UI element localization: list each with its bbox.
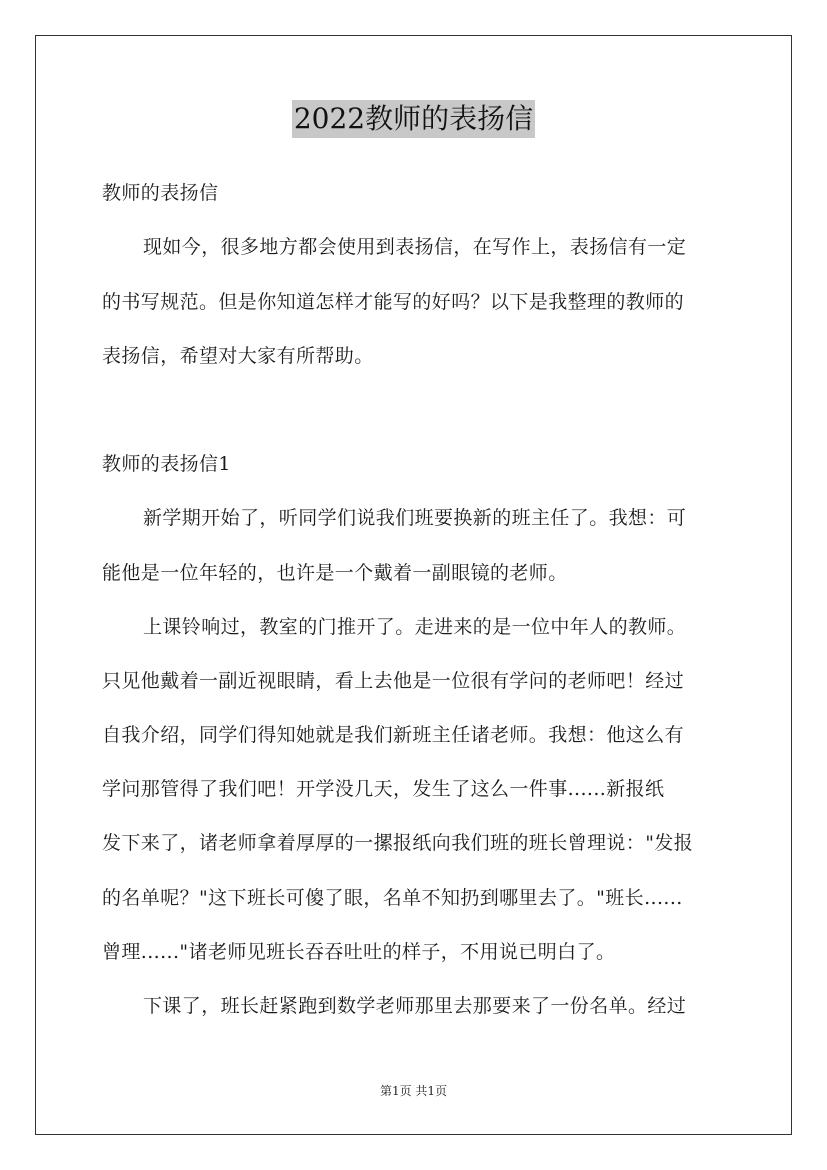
paragraph-line: 上课铃响过，教室的门推开了。走进来的是一位中年人的教师。 [143, 616, 687, 638]
document-title: 2022教师的表扬信 [292, 100, 535, 138]
title-container [0, 100, 827, 138]
paragraph-line: 新学期开始了，听同学们说我们班要换新的班主任了。我想：可 [143, 507, 687, 529]
paragraph-line: 现如今，很多地方都会使用到表扬信，在写作上，表扬信有一定 [143, 236, 687, 258]
paragraph-line: 发下来了，诸老师拿着厚厚的一摞报纸向我们班的班长曾理说："发报 [102, 832, 694, 854]
paragraph-line: 学问那管得了我们吧！开学没几天，发生了这么一件事......新报纸 [102, 778, 665, 800]
paragraph-line: 曾理......"诸老师见班长吞吞吐吐的样子，不用说已明白了。 [102, 941, 616, 963]
paragraph-line: 自我介绍，同学们得知她就是我们新班主任诸老师。我想：他这么有 [102, 724, 685, 746]
section-heading: 教师的表扬信1 [102, 453, 231, 475]
paragraph-line: 的书写规范。但是你知道怎样才能写的好吗？以下是我整理的教师的 [102, 291, 685, 313]
paragraph-line: 的名单呢？"这下班长可傻了眼，名单不知扔到哪里去了。"班长...... [102, 887, 683, 909]
section-heading: 教师的表扬信 [102, 182, 219, 204]
paragraph-line: 能他是一位年轻的，也许是一个戴着一副眼镜的老师。 [102, 562, 568, 584]
page-footer: 第1页 共1页 [379, 1084, 448, 1098]
paragraph-line: 只见他戴着一副近视眼睛，看上去他是一位很有学问的老师吧！经过 [102, 670, 685, 692]
paragraph-line: 表扬信，希望对大家有所帮助。 [102, 345, 374, 367]
paragraph-line: 下课了，班长赶紧跑到数学老师那里去那要来了一份名单。经过 [143, 995, 687, 1017]
